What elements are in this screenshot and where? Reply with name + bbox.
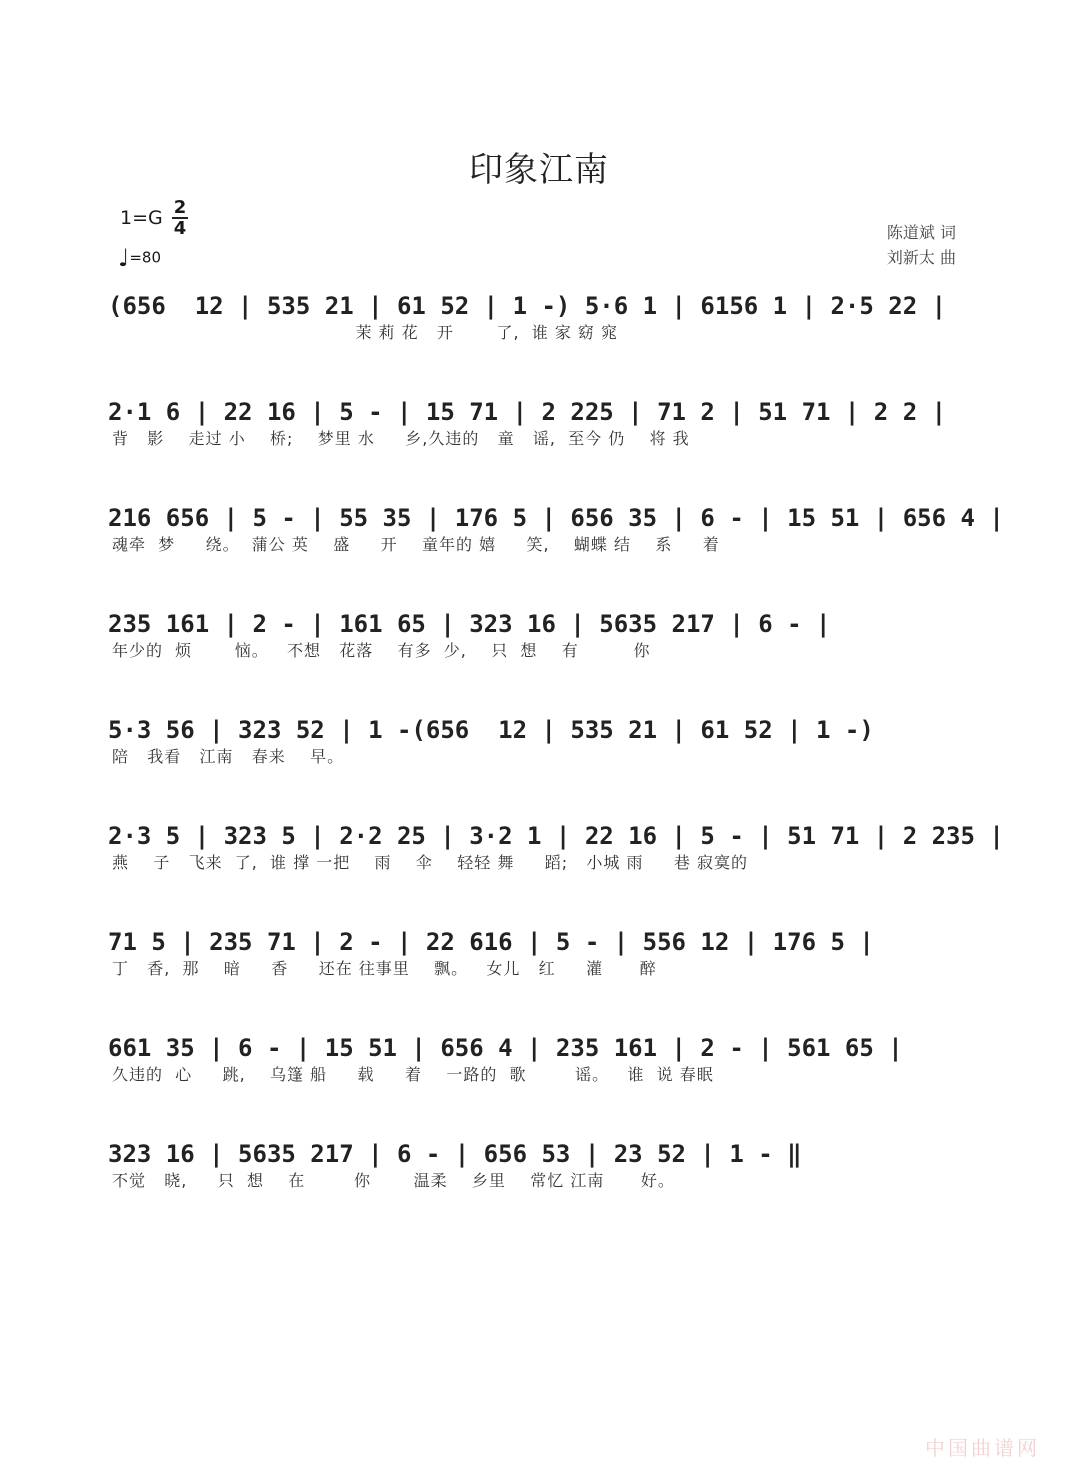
lyrics-line: 年少的 烦 恼。 不想 花落 有多 少, 只 想 有 你	[112, 641, 651, 660]
notation-line: 235 161 | 2 - | 161 65 | 323 16 | 5635 217 | 6 - |	[108, 610, 831, 638]
time-signature	[172, 198, 189, 238]
score-title: 印象江南	[469, 150, 609, 190]
time-signature-denominator: 4	[173, 218, 187, 239]
notation-line: 216 656 | 5 - | 55 35 | 176 5 | 656 35 | 6 - | 15 51 | 656 4 |	[108, 504, 1004, 532]
notation-line: 661 35 | 6 - | 15 51 | 656 4 | 235 161 | 2 - | 561 65 |	[108, 1034, 903, 1062]
key-label: 1=G	[120, 207, 163, 229]
lyrics-line: 背 影 走过 小 桥; 梦里 水 乡,久违的 童 谣, 至今 仍 将 我	[112, 429, 690, 448]
notation-line: 2·3 5 | 323 5 | 2·2 25 | 3·2 1 | 22 16 | 5 - | 51 71 | 2 235 |	[108, 822, 1004, 850]
quarter-note-icon: ♩	[118, 244, 130, 272]
key-signature	[120, 198, 188, 238]
time-signature-numerator: 2	[173, 197, 187, 218]
lyrics-line: 久违的 心 跳, 乌篷 船 载 着 一路的 歌 谣。 谁 说 春眠	[112, 1065, 714, 1084]
notation-line: 71 5 | 235 71 | 2 - | 22 616 | 5 - | 556 12 | 176 5 |	[108, 928, 874, 956]
lyrics-line: 陪 我看 江南 春来 早。	[112, 747, 345, 766]
tempo-value: =80	[129, 248, 161, 267]
lyricist-credit: 陈道斌 词	[886, 223, 956, 242]
credits	[887, 220, 956, 270]
composer-credit: 刘新太 曲	[886, 248, 956, 267]
tempo-marking	[118, 244, 161, 272]
notation-line: 5·3 56 | 323 52 | 1 -(656 12 | 535 21 | 61 52 | 1 -)	[108, 716, 874, 744]
notation-line: (656 12 | 535 21 | 61 52 | 1 -) 5·6 1 | 6156 1 | 2·5 22 |	[108, 292, 947, 320]
watermark-logo: 中国曲谱网	[925, 1436, 1040, 1460]
lyrics-line: 丁 香, 那 暗 香 还在 往事里 飘。 女儿 红 灌 醉	[112, 959, 657, 978]
notation-line: 323 16 | 5635 217 | 6 - | 656 53 | 23 52 | 1 - ‖	[108, 1140, 802, 1168]
lyrics-line: 茉 莉 花 开 了, 谁 家 窈 窕	[112, 323, 618, 342]
lyrics-line: 不觉 晓, 只 想 在 你 温柔 乡里 常忆 江南 好。	[112, 1171, 675, 1190]
lyrics-line: 魂牵 梦 绕。 蒲公 英 盛 开 童年的 嬉 笑, 蝴蝶 结 系 着	[112, 535, 720, 554]
notation-line: 2·1 6 | 22 16 | 5 - | 15 71 | 2 225 | 71 2 | 51 71 | 2 2 |	[108, 398, 947, 426]
lyrics-line: 燕 子 飞来 了, 谁 撑 一把 雨 伞 轻轻 舞 蹈; 小城 雨 巷 寂寞的	[112, 853, 749, 872]
